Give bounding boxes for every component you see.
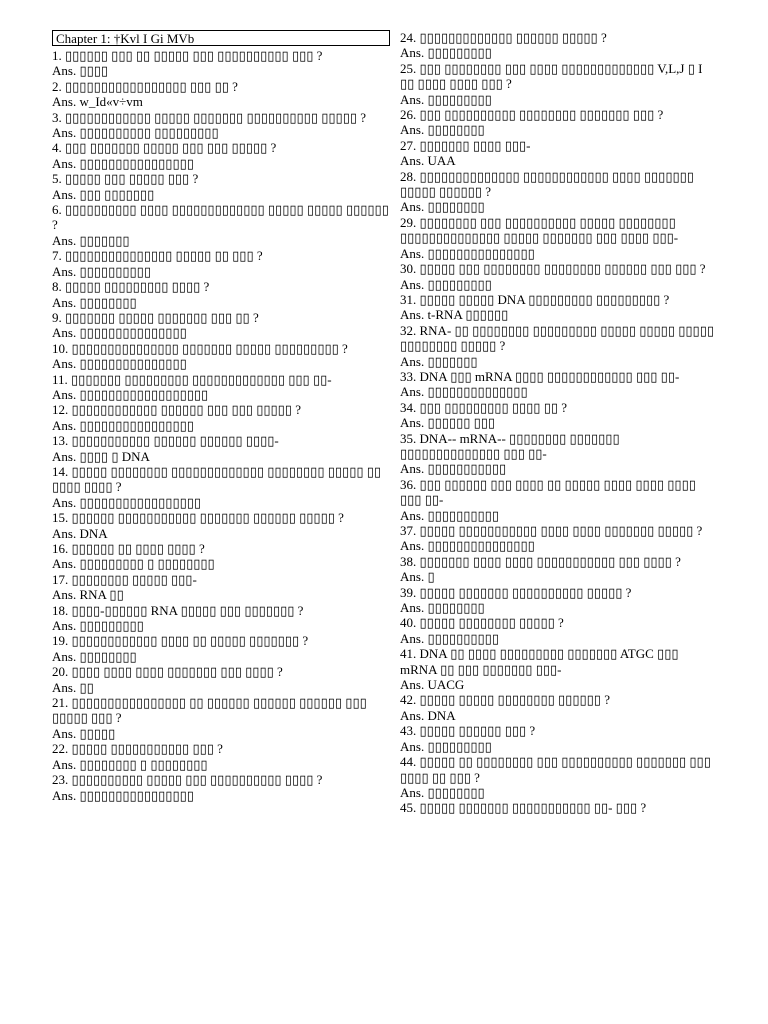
answer-text: Ans. w_Id«v÷vm: [52, 94, 143, 110]
question-item: [400, 215, 716, 261]
answer-text: Ans. ▯▯▯▯▯▯▯▯▯▯ ▯▯▯▯▯▯▯▯▯: [52, 125, 219, 141]
question-text: 25. ▯▯▯ ▯▯▯▯▯▯▯▯ ▯▯▯ ▯▯▯▯ ▯▯▯▯▯▯▯▯▯▯▯▯▯ V,L,J ▯ I ▯▯ ▯▯▯▯ ▯▯▯▯ ▯▯▯ ?: [400, 60, 706, 92]
answer-text: Ans. ▯▯▯▯▯▯ ▯▯▯: [400, 415, 496, 431]
question-item: [52, 633, 390, 664]
question-text: 33. DNA ▯▯▯ mRNA ▯▯▯▯ ▯▯▯▯▯▯▯▯▯▯▯▯ ▯▯▯ ▯▯-: [400, 368, 680, 384]
answer-text: Ans. ▯▯▯▯▯▯▯▯: [52, 648, 137, 664]
question-item: [400, 138, 716, 169]
right-column: [400, 30, 716, 816]
question-item: [400, 323, 716, 369]
question-text: 13. ▯▯▯▯▯▯▯▯▯▯▯ ▯▯▯▯▯▯ ▯▯▯▯▯▯ ▯▯▯▯-: [52, 433, 279, 449]
question-text: 35. DNA-- mRNA-- ▯▯▯▯▯▯▯▯ ▯▯▯▯▯▯▯ ▯▯▯▯▯▯▯▯▯▯▯▯▯▯ ▯▯▯ ▯▯-: [400, 430, 623, 461]
answer-text: Ans. ▯▯▯▯▯▯▯▯▯: [400, 276, 492, 292]
question-text: 5. ▯▯▯▯▯ ▯▯▯ ▯▯▯▯▯ ▯▯▯ ?: [52, 171, 199, 187]
answer-text: Ans. UACG: [400, 677, 465, 693]
answer-text: Ans. DNA: [52, 525, 108, 541]
question-item: [52, 433, 390, 464]
answer-text: Ans. ▯▯▯▯▯▯▯▯▯▯▯▯▯▯: [400, 384, 528, 400]
question-text: 8. ▯▯▯▯▯ ▯▯▯▯▯▯▯▯▯ ▯▯▯▯ ?: [52, 279, 210, 295]
answer-text: Ans. ▯▯▯▯▯▯▯▯▯▯▯▯▯▯▯: [52, 356, 187, 372]
answer-text: Ans. RNA ▯▯: [52, 587, 124, 603]
question-text: 20. ▯▯▯▯ ▯▯▯▯ ▯▯▯▯ ▯▯▯▯▯▯▯ ▯▯▯ ▯▯▯▯ ?: [52, 664, 283, 680]
question-text: 17. ▯▯▯▯▯▯▯▯ ▯▯▯▯▯ ▯▯▯-: [52, 571, 197, 587]
answer-text: Ans. t-RNA ▯▯▯▯▯▯: [400, 307, 509, 323]
question-item: [400, 369, 716, 400]
question-text: 27. ▯▯▯▯▯▯▯ ▯▯▯▯ ▯▯▯-: [400, 137, 531, 153]
question-list-right: [400, 30, 716, 816]
question-text: 26. ▯▯▯ ▯▯▯▯▯▯▯▯▯▯ ▯▯▯▯▯▯▯▯ ▯▯▯▯▯▯▯ ▯▯▯ ?: [400, 107, 664, 123]
question-item: [400, 800, 716, 815]
question-text: 2. ▯▯▯▯▯▯▯▯▯▯▯▯▯▯▯▯▯ ▯▯▯ ▯▯ ?: [52, 78, 238, 94]
answer-text: Ans. ▯▯▯▯ ▯ DNA: [52, 448, 150, 464]
question-item: [52, 741, 390, 772]
question-text: 12. ▯▯▯▯▯▯▯▯▯▯▯▯ ▯▯▯▯▯▯ ▯▯▯ ▯▯▯ ▯▯▯▯▯ ?: [52, 402, 301, 418]
answer-text: Ans. ▯▯▯▯▯▯▯▯ ▯ ▯▯▯▯▯▯▯▯: [52, 756, 208, 772]
question-item: [52, 202, 393, 248]
question-item: [400, 107, 716, 138]
question-item: [400, 692, 716, 723]
question-text: 21. ▯▯▯▯▯▯▯▯▯▯▯▯▯▯▯▯ ▯▯ ▯▯▯▯▯▯ ▯▯▯▯▯▯ ▯▯▯▯▯▯ ▯▯▯ ▯▯▯▯▯ ▯▯▯ ?: [52, 695, 370, 726]
answer-text: Ans. ▯▯▯▯▯▯▯▯▯: [400, 738, 492, 754]
answer-text: Ans. ▯▯▯▯▯▯▯▯▯▯▯▯▯▯▯: [400, 538, 535, 554]
question-item: [400, 615, 716, 646]
answer-text: Ans. ▯▯▯▯▯▯▯▯▯▯▯▯▯▯▯▯: [52, 787, 194, 803]
question-text: 42. ▯▯▯▯▯ ▯▯▯▯▯ ▯▯▯▯▯▯▯▯ ▯▯▯▯▯▯ ?: [400, 692, 610, 708]
answer-text: Ans. ▯▯▯▯▯▯▯▯: [400, 784, 485, 800]
answer-text: Ans. ▯▯▯▯▯▯▯▯▯▯▯▯▯▯▯▯: [52, 417, 194, 433]
question-text: 23. ▯▯▯▯▯▯▯▯▯▯ ▯▯▯▯▯ ▯▯▯ ▯▯▯▯▯▯▯▯▯▯ ▯▯▯▯ ?: [52, 772, 323, 788]
answer-text: Ans. ▯▯▯▯▯▯▯▯▯▯▯▯▯▯▯▯: [52, 155, 194, 171]
left-column: [52, 30, 393, 803]
question-item: [400, 400, 716, 431]
answer-text: Ans. ▯▯▯▯▯▯▯▯▯: [400, 45, 492, 61]
question-text: 3. ▯▯▯▯▯▯▯▯▯▯▯▯ ▯▯▯▯▯ ▯▯▯▯▯▯▯ ▯▯▯▯▯▯▯▯▯▯ ▯▯▯▯▯ ?: [52, 109, 367, 125]
question-text: 15. ▯▯▯▯▯▯ ▯▯▯▯▯▯▯▯▯▯▯ ▯▯▯▯▯▯▯ ▯▯▯▯▯▯ ▯▯▯▯▯ ?: [52, 510, 344, 526]
answer-text: Ans. UAA: [400, 153, 456, 169]
answer-text: Ans. ▯▯▯▯▯▯▯▯: [400, 600, 485, 616]
question-text: 28. ▯▯▯▯▯▯▯▯▯▯▯▯▯▯ ▯▯▯▯▯▯▯▯▯▯▯▯ ▯▯▯▯ ▯▯▯▯▯▯▯ ▯▯▯▯▯ ▯▯▯▯▯▯ ?: [400, 168, 698, 200]
question-text: 43. ▯▯▯▯▯ ▯▯▯▯▯▯ ▯▯▯ ?: [400, 723, 536, 739]
question-text: 38. ▯▯▯▯▯▯▯ ▯▯▯▯ ▯▯▯▯ ▯▯▯▯▯▯▯▯▯▯▯ ▯▯▯ ▯▯▯▯ ?: [400, 553, 681, 569]
question-item: [400, 585, 716, 616]
question-item: [400, 292, 716, 323]
question-item: [52, 171, 390, 202]
chapter-title: Chapter 1: †Kvl I Gi MVb: [52, 30, 390, 46]
question-item: [52, 310, 390, 341]
answer-text: Ans. ▯▯▯▯▯▯▯▯▯▯▯▯▯▯▯▯▯▯: [52, 386, 209, 402]
question-text: 40. ▯▯▯▯▯ ▯▯▯▯▯▯▯▯ ▯▯▯▯▯ ?: [400, 615, 564, 631]
question-text: 45. ▯▯▯▯▯ ▯▯▯▯▯▯▯ ▯▯▯▯▯▯▯▯▯▯▯ ▯▯- ▯▯▯ ?: [400, 800, 647, 816]
question-item: [400, 61, 716, 107]
answer-text: Ans. ▯▯▯▯▯▯▯▯▯▯: [52, 263, 151, 279]
question-item: [52, 664, 390, 695]
answer-text: Ans. ▯▯▯▯: [52, 63, 109, 79]
question-item: [52, 140, 390, 171]
question-item: [400, 477, 716, 523]
answer-text: Ans. ▯▯▯ ▯▯▯▯▯▯▯: [52, 186, 155, 202]
question-item: [52, 402, 390, 433]
answer-text: Ans. ▯▯▯▯▯▯▯▯▯▯▯▯▯▯▯▯▯: [52, 494, 202, 510]
answer-text: Ans. ▯▯▯▯▯▯▯▯▯▯▯▯▯▯▯: [52, 325, 187, 341]
question-item: [52, 110, 390, 141]
question-text: 1. ▯▯▯▯▯▯ ▯▯▯ ▯▯ ▯▯▯▯▯ ▯▯▯ ▯▯▯▯▯▯▯▯▯▯ ▯▯▯ ?: [52, 48, 323, 63]
question-item: [52, 372, 390, 403]
question-text: 19. ▯▯▯▯▯▯▯▯▯▯▯▯ ▯▯▯▯ ▯▯ ▯▯▯▯▯ ▯▯▯▯▯▯▯ ?: [52, 633, 309, 649]
answer-text: Ans. ▯▯▯▯▯▯▯▯▯ ▯ ▯▯▯▯▯▯▯▯: [52, 556, 215, 572]
question-item: [52, 48, 390, 79]
answer-text: Ans. ▯▯▯▯▯: [52, 725, 116, 741]
answer-text: Ans. ▯▯▯▯▯▯▯▯▯: [400, 91, 492, 107]
question-text: 9. ▯▯▯▯▯▯▯ ▯▯▯▯▯ ▯▯▯▯▯▯▯ ▯▯▯ ▯▯ ?: [52, 309, 259, 325]
question-item: [400, 431, 716, 477]
answer-text: Ans. ▯▯: [52, 679, 94, 695]
question-text: 44. ▯▯▯▯▯ ▯▯ ▯▯▯▯▯▯▯▯ ▯▯▯ ▯▯▯▯▯▯▯▯▯▯ ▯▯▯▯▯▯▯ ▯▯▯ ▯▯▯▯ ▯▯ ▯▯▯ ?: [400, 754, 715, 785]
question-item: [400, 523, 716, 554]
question-item: [52, 510, 390, 541]
question-item: [400, 554, 716, 585]
question-item: [52, 772, 390, 803]
question-item: [52, 79, 390, 110]
question-item: [400, 169, 716, 215]
question-item: [400, 646, 716, 692]
answer-text: Ans. ▯: [400, 569, 435, 585]
answer-text: Ans. ▯▯▯▯▯▯▯: [52, 232, 130, 248]
question-item: [52, 695, 390, 741]
question-item: [52, 248, 390, 279]
answer-text: Ans. ▯▯▯▯▯▯▯▯▯▯▯▯▯▯▯: [400, 245, 535, 261]
question-text: 7. ▯▯▯▯▯▯▯▯▯▯▯▯▯▯▯ ▯▯▯▯▯ ▯▯ ▯▯▯ ?: [52, 248, 263, 264]
question-text: 14. ▯▯▯▯▯ ▯▯▯▯▯▯▯▯ ▯▯▯▯▯▯▯▯▯▯▯▯▯ ▯▯▯▯▯▯▯▯ ▯▯▯▯▯ ▯▯ ▯▯▯▯ ▯▯▯▯ ?: [52, 463, 385, 495]
question-text: 4. ▯▯▯ ▯▯▯▯▯▯▯ ▯▯▯▯▯ ▯▯▯ ▯▯▯ ▯▯▯▯▯ ?: [52, 140, 277, 156]
question-item: [52, 572, 390, 603]
question-item: [52, 603, 390, 634]
question-item: [400, 30, 716, 61]
question-text: 34. ▯▯▯ ▯▯▯▯▯▯▯▯▯ ▯▯▯▯ ▯▯ ?: [400, 399, 568, 415]
answer-text: Ans. ▯▯▯▯▯▯▯▯▯: [52, 618, 144, 634]
question-text: 41. DNA ▯▯ ▯▯▯▯ ▯▯▯▯▯▯▯▯▯ ▯▯▯▯▯▯▯ ATGC ▯▯▯ mRNA ▯▯ ▯▯▯ ▯▯▯▯▯▯▯ ▯▯▯-: [400, 646, 682, 677]
question-text: 39. ▯▯▯▯▯ ▯▯▯▯▯▯▯ ▯▯▯▯▯▯▯▯▯▯ ▯▯▯▯▯ ?: [400, 584, 632, 600]
answer-text: Ans. DNA: [400, 707, 456, 723]
question-item: [400, 261, 716, 292]
question-text: 22. ▯▯▯▯▯ ▯▯▯▯▯▯▯▯▯▯▯ ▯▯▯ ?: [52, 741, 223, 757]
question-item: [52, 464, 390, 510]
question-text: 18. ▯▯▯▯-▯▯▯▯▯▯ RNA ▯▯▯▯▯ ▯▯▯ ▯▯▯▯▯▯▯ ?: [52, 602, 304, 618]
question-item: [400, 723, 716, 754]
question-text: 30. ▯▯▯▯▯ ▯▯▯ ▯▯▯▯▯▯▯▯ ▯▯▯▯▯▯▯▯ ▯▯▯▯▯▯ ▯▯▯ ▯▯▯ ?: [400, 261, 706, 277]
question-text: 37. ▯▯▯▯▯ ▯▯▯▯▯▯▯▯▯▯▯ ▯▯▯▯ ▯▯▯▯ ▯▯▯▯▯▯▯ ▯▯▯▯▯ ?: [400, 523, 703, 538]
answer-text: Ans. ▯▯▯▯▯▯▯▯▯▯: [400, 630, 499, 646]
question-text: 16. ▯▯▯▯▯▯ ▯▯ ▯▯▯▯ ▯▯▯▯ ?: [52, 541, 205, 556]
answer-text: Ans. ▯▯▯▯▯▯▯▯▯▯: [400, 507, 499, 523]
question-item: [400, 754, 716, 800]
answer-text: Ans. ▯▯▯▯▯▯▯▯: [52, 294, 137, 310]
question-text: 11. ▯▯▯▯▯▯▯ ▯▯▯▯▯▯▯▯▯ ▯▯▯▯▯▯▯▯▯▯▯▯▯ ▯▯▯ ▯▯-: [52, 371, 332, 387]
question-text: 24. ▯▯▯▯▯▯▯▯▯▯▯▯▯ ▯▯▯▯▯▯ ▯▯▯▯▯ ?: [400, 30, 607, 45]
question-item: [52, 341, 390, 372]
question-text: 6. ▯▯▯▯▯▯▯▯▯▯ ▯▯▯▯ ▯▯▯▯▯▯▯▯▯▯▯▯▯ ▯▯▯▯▯ ▯▯▯▯▯ ▯▯▯▯▯▯ ?: [52, 202, 393, 233]
question-text: 32. RNA- ▯▯ ▯▯▯▯▯▯▯▯ ▯▯▯▯▯▯▯▯▯ ▯▯▯▯▯ ▯▯▯▯▯ ▯▯▯▯▯ ▯▯▯▯▯▯▯▯ ▯▯▯▯▯ ?: [400, 322, 718, 354]
question-text: 10. ▯▯▯▯▯▯▯▯▯▯▯▯▯▯▯ ▯▯▯▯▯▯▯ ▯▯▯▯▯ ▯▯▯▯▯▯▯▯▯ ?: [52, 340, 348, 356]
question-text: 36. ▯▯▯ ▯▯▯▯▯▯ ▯▯▯ ▯▯▯▯ ▯▯ ▯▯▯▯▯ ▯▯▯▯ ▯▯▯▯ ▯▯▯▯ ▯▯▯ ▯▯-: [400, 476, 700, 508]
answer-text: Ans. ▯▯▯▯▯▯▯: [400, 353, 478, 369]
answer-text: Ans. ▯▯▯▯▯▯▯▯: [400, 199, 485, 215]
question-text: 29. ▯▯▯▯▯▯▯▯ ▯▯▯ ▯▯▯▯▯▯▯▯▯▯ ▯▯▯▯▯ ▯▯▯▯▯▯▯▯ ▯▯▯▯▯▯▯▯▯▯▯▯▯▯ ▯▯▯▯▯ ▯▯▯▯▯▯▯ ▯▯▯ ▯▯▯▯ ▯▯▯-: [400, 214, 679, 246]
question-item: [52, 279, 390, 310]
question-text: 31. ▯▯▯▯▯ ▯▯▯▯▯ DNA ▯▯▯▯▯▯▯▯▯ ▯▯▯▯▯▯▯▯▯ ?: [400, 291, 670, 307]
answer-text: Ans. ▯▯▯▯▯▯▯▯▯▯▯: [400, 461, 507, 477]
answer-text: Ans. ▯▯▯▯▯▯▯▯: [400, 122, 485, 138]
question-item: [52, 541, 390, 572]
question-list-left: [52, 48, 393, 803]
